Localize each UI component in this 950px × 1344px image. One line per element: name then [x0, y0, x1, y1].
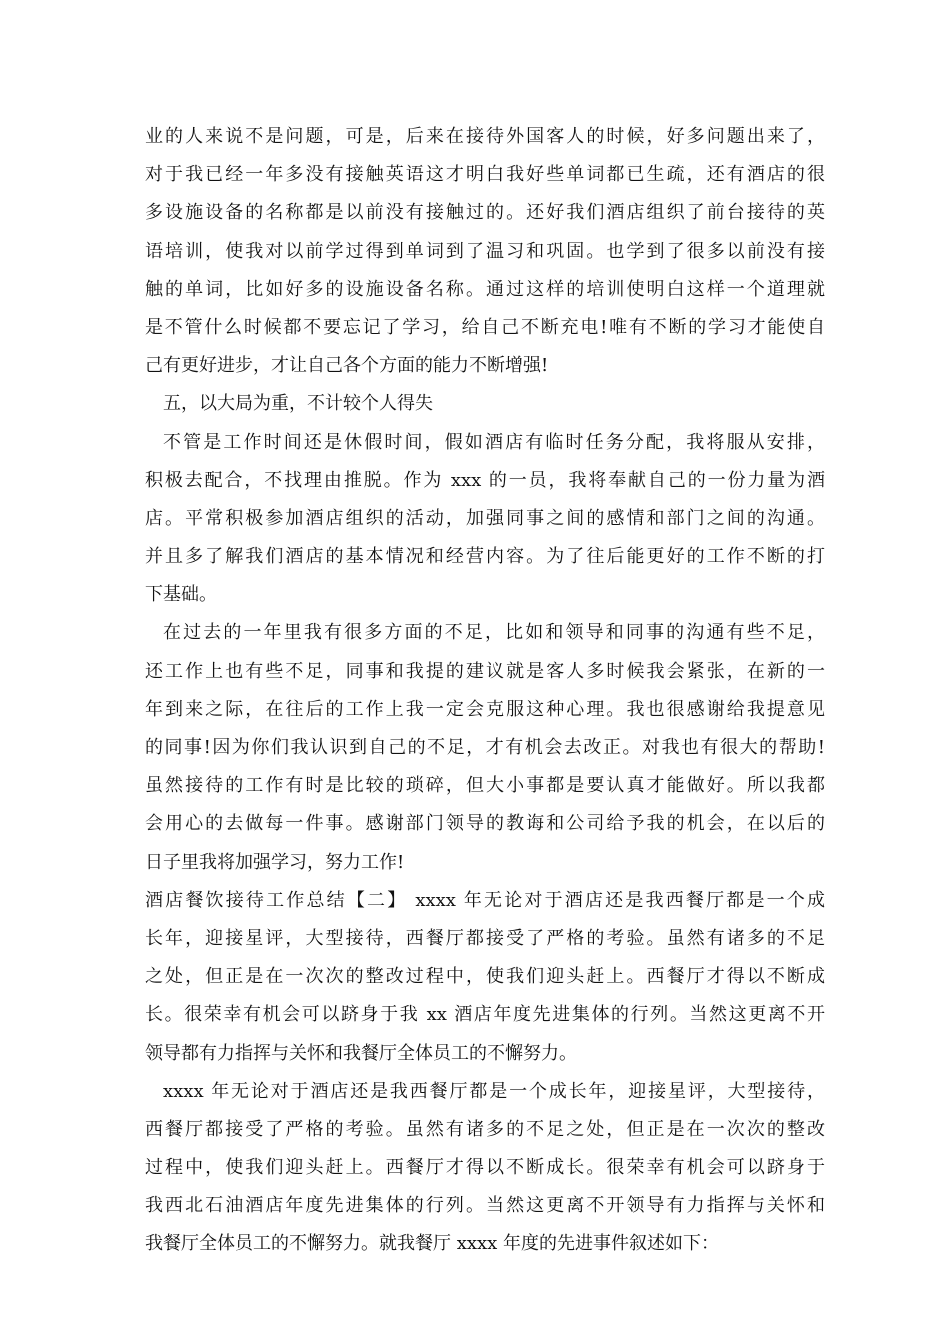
text-line: 年到来之际，在往后的工作上我一定会克服这种心理。我也很感谢给我提意见 [145, 698, 825, 720]
text-line: 领导都有力指挥与关怀和我餐厅全体员工的不懈努力。 [145, 1042, 577, 1064]
text-line: 我西北石油酒店年度先进集体的行列。当然这更离不开领导有力指挥与关怀和 [145, 1195, 825, 1217]
section-title-line: 酒店餐饮接待工作总结【二】 xxxx 年无论对于酒店还是我西餐厅都是一个成 [145, 889, 825, 911]
text-line: 会用心的去做每一件事。感谢部门领导的教诲和公司给予我的机会，在以后的 [145, 813, 825, 835]
text-line: 过程中，使我们迎头赶上。西餐厅才得以不断成长。很荣幸有机会可以跻身于 [145, 1157, 825, 1179]
text-line: 语培训，使我对以前学过得到单词到了温习和巩固。也学到了很多以前没有接 [145, 240, 825, 262]
text-line: 的同事!因为你们我认识到自己的不足，才有机会去改正。对我也有很大的帮助! [145, 737, 825, 758]
text-line: xxxx 年无论对于酒店还是我西餐厅都是一个成长年，迎接星评，大型接待， [163, 1080, 825, 1102]
text-line: 积极去配合，不找理由推脱。作为 xxx 的一员，我将奉献自己的一份力量为酒 [145, 469, 825, 491]
text-line: 下基础。 [145, 584, 217, 606]
text-line: 还工作上也有些不足，同事和我提的建议就是客人多时候我会紧张，在新的一 [145, 660, 825, 682]
document-body [145, 118, 825, 1264]
text-line: 店。平常积极参加酒店组织的活动，加强同事之间的感情和部门之间的沟通。 [145, 507, 825, 529]
text-line: 西餐厅都接受了严格的考验。虽然有诸多的不足之处，但正是在一次次的整改 [145, 1118, 825, 1140]
text-line: 己有更好进步，才让自己各个方面的能力不断增强! [145, 355, 549, 377]
text-line: 不管是工作时间还是休假时间，假如酒店有临时任务分配，我将服从安排， [163, 431, 825, 453]
text-line: 对于我已经一年多没有接触英语这才明白我好些单词都已生疏，还有酒店的很 [145, 164, 825, 186]
section-heading: 五，以大局为重，不计较个人得失 [163, 393, 433, 415]
text-line: 长年，迎接星评，大型接待，西餐厅都接受了严格的考验。虽然有诸多的不足 [145, 927, 825, 949]
text-line: 长。很荣幸有机会可以跻身于我 xx 酒店年度先进集体的行列。当然这更离不开 [145, 1004, 825, 1026]
text-line: 业的人来说不是问题，可是，后来在接待外国客人的时候，好多问题出来了， [145, 126, 825, 147]
text-line: 是不管什么时候都不要忘记了学习，给自己不断充电!唯有不断的学习才能使自 [145, 316, 825, 338]
text-line: 并且多了解我们酒店的基本情况和经营内容。为了往后能更好的工作不断的打 [145, 546, 825, 568]
text-line: 我餐厅全体员工的不懈努力。就我餐厅 xxxx 年度的先进事件叙述如下： [145, 1233, 720, 1255]
text-line: 触的单词，比如好多的设施设备名称。通过这样的培训使明白这样一个道理就 [145, 278, 825, 300]
text-line: 在过去的一年里我有很多方面的不足，比如和领导和同事的沟通有些不足， [163, 622, 825, 644]
text-line: 日子里我将加强学习，努力工作! [145, 851, 405, 873]
text-line: 虽然接待的工作有时是比较的琐碎，但大小事都是要认真才能做好。所以我都 [145, 775, 825, 797]
text-line: 多设施设备的名称都是以前没有接触过的。还好我们酒店组织了前台接待的英 [145, 202, 825, 224]
text-line: 之处，但正是在一次次的整改过程中，使我们迎头赶上。西餐厅才得以不断成 [145, 966, 825, 988]
